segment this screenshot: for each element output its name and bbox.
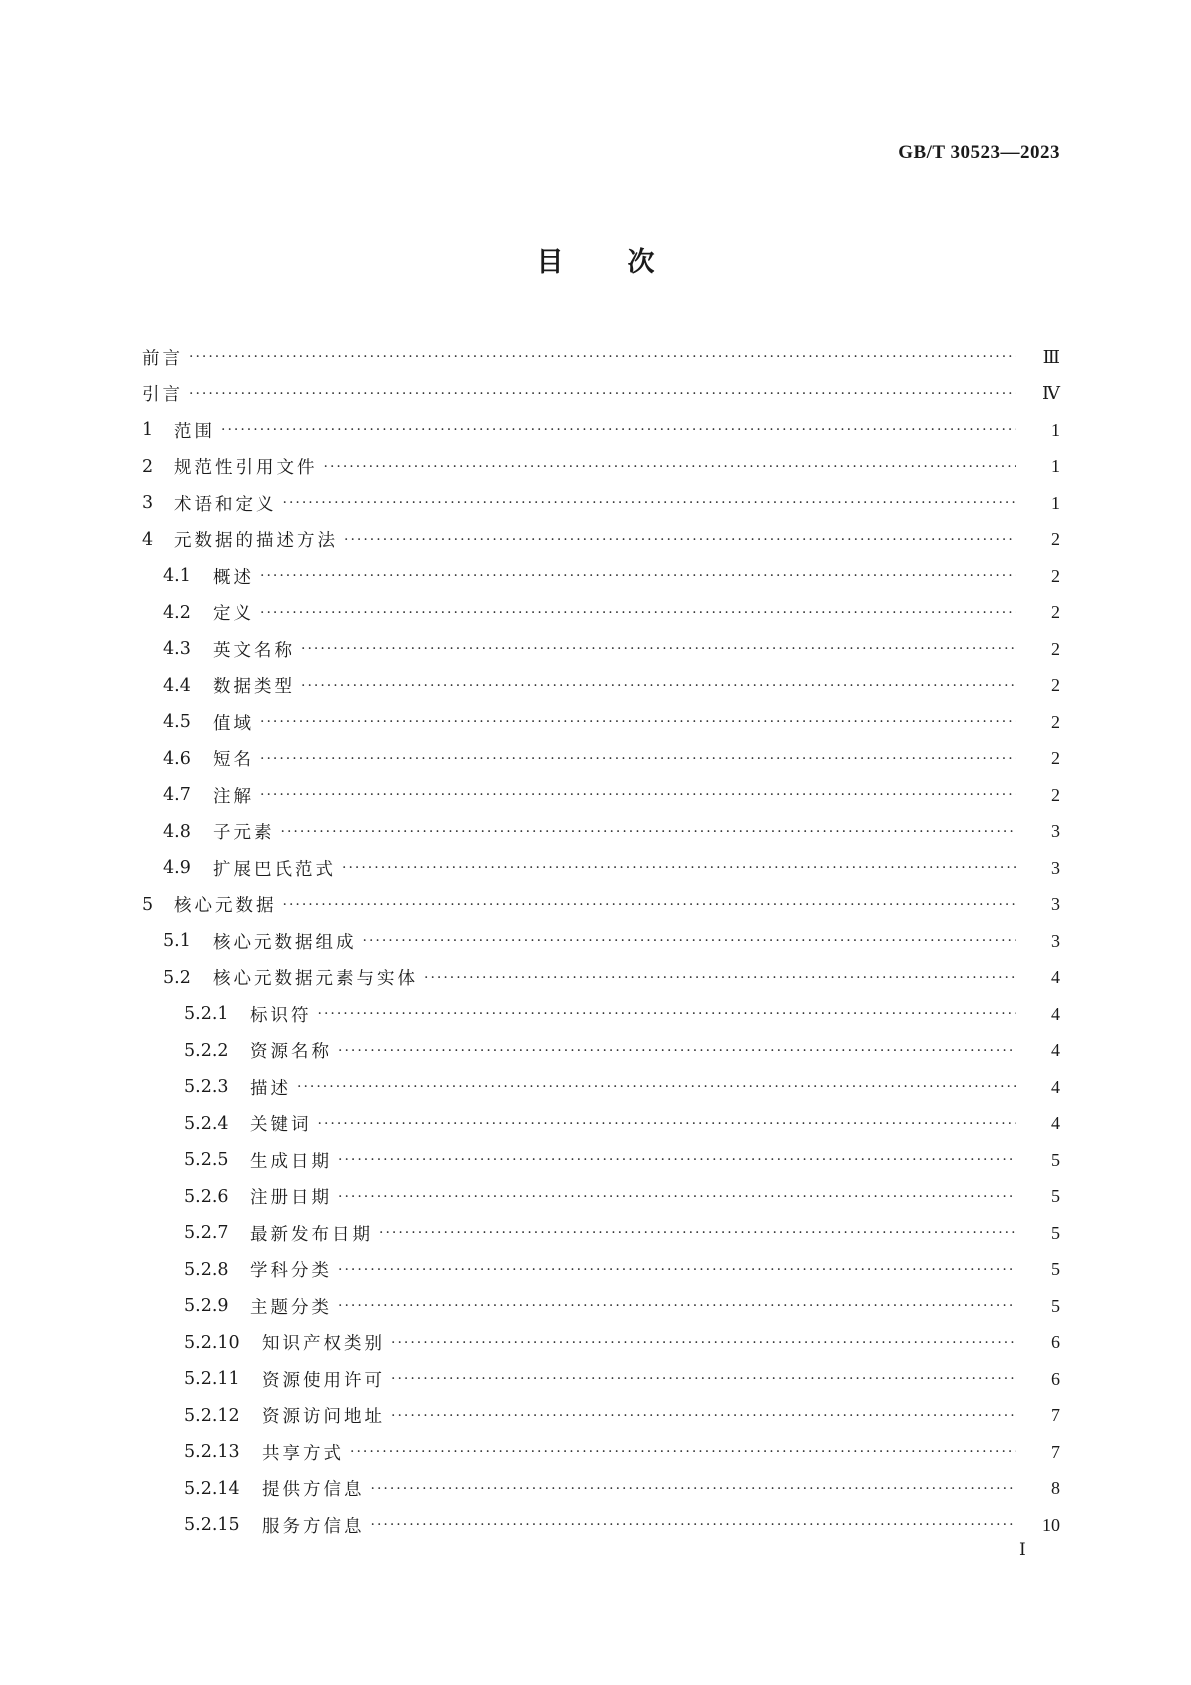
toc-entry-title: 定义: [213, 604, 254, 625]
toc-dot-leader: [221, 421, 1016, 439]
toc-entry-number: 5.2.13: [184, 1442, 240, 1463]
toc-entry-5-2-5[interactable]: [0, 1142, 1191, 1179]
toc-entry-number: 5.2.3: [184, 1077, 229, 1098]
toc-entry-5-2-2[interactable]: [0, 1033, 1191, 1070]
toc-entry-4-3[interactable]: [0, 631, 1191, 668]
toc-entry-title: 关键词: [250, 1115, 312, 1136]
toc-dot-leader: [318, 1115, 1017, 1133]
toc-entry-title: 核心元数据元素与实体: [213, 969, 418, 990]
toc-page-number: 5: [1051, 1222, 1060, 1243]
toc-entry-title: 主题分类: [250, 1297, 332, 1318]
toc-dot-leader: [344, 531, 1016, 549]
toc-page-number: 2: [1051, 748, 1060, 769]
toc-page-number: 2: [1051, 565, 1060, 586]
toc-page-number: 2: [1051, 711, 1060, 732]
toc-page-number: 6: [1051, 1332, 1060, 1353]
toc-page-number: 7: [1051, 1405, 1060, 1426]
toc-entry-4-9[interactable]: [0, 850, 1191, 887]
toc-entry-5-2-7[interactable]: [0, 1215, 1191, 1252]
toc-entry-number: 5: [142, 894, 154, 915]
toc-entry-5-2-6[interactable]: [0, 1179, 1191, 1216]
toc-dot-leader: [301, 640, 1016, 658]
toc-entry-title: 扩展巴氏范式: [213, 859, 336, 880]
toc-entry-5-1[interactable]: [0, 923, 1191, 960]
toc-page-number: 8: [1051, 1478, 1060, 1499]
toc-entry-title: 注解: [213, 786, 254, 807]
toc-entry-title: 核心元数据: [174, 896, 277, 917]
toc-page-number: 1: [1051, 419, 1060, 440]
toc-entry-title: 数据类型: [213, 677, 295, 698]
toc-entry-5-2-9[interactable]: [0, 1288, 1191, 1325]
toc-entry-title: 标识符: [250, 1005, 312, 1026]
toc-entry-4-6[interactable]: [0, 741, 1191, 778]
page-title: 目次: [536, 247, 719, 278]
toc-entry-5-2-1[interactable]: [0, 996, 1191, 1033]
toc-entry-title: 元数据的描述方法: [174, 531, 338, 552]
toc-dot-leader: [260, 713, 1016, 731]
toc-entry-title: 引言: [142, 385, 183, 406]
toc-entry-4-7[interactable]: [0, 777, 1191, 814]
toc-entry-number: 5.2.4: [184, 1113, 229, 1134]
toc-entry-4-5[interactable]: [0, 704, 1191, 741]
toc-page-number: 7: [1051, 1441, 1060, 1462]
toc-page-number: 1: [1051, 456, 1060, 477]
toc-dot-leader: [283, 896, 1017, 914]
toc-entry-title: 短名: [213, 750, 254, 771]
toc-entry-title: 共享方式: [262, 1443, 344, 1464]
toc-dot-leader: [391, 1334, 1016, 1352]
toc-entry-title: 最新发布日期: [250, 1224, 373, 1245]
toc-dot-leader: [338, 1042, 1016, 1060]
toc-entry-3[interactable]: [0, 485, 1191, 522]
toc-page-number: 1: [1051, 492, 1060, 513]
toc-entry-5-2-15[interactable]: [0, 1507, 1191, 1544]
toc-entry-title: 生成日期: [250, 1151, 332, 1172]
toc-dot-leader: [283, 494, 1017, 512]
toc-entry-4-8[interactable]: [0, 814, 1191, 851]
toc-entry-5-2[interactable]: [0, 960, 1191, 997]
toc-dot-leader: [297, 1078, 1016, 1096]
toc-dot-leader: [424, 969, 1016, 987]
toc-entry-title: 英文名称: [213, 640, 295, 661]
toc-page-number: 3: [1051, 821, 1060, 842]
toc-page-number: 4: [1051, 1040, 1060, 1061]
toc-dot-leader: [260, 786, 1016, 804]
toc-dot-leader: [260, 750, 1016, 768]
toc-dot-leader: [391, 1407, 1016, 1425]
toc-dot-leader: [363, 932, 1017, 950]
toc-dot-leader: [189, 385, 1016, 403]
toc-entry-number: 5.1: [163, 931, 191, 952]
toc-entry-number: 5.2.12: [184, 1405, 240, 1426]
toc-entry-number: 4.3: [163, 639, 191, 660]
toc-page-number: 2: [1051, 784, 1060, 805]
toc-page-number: 2: [1051, 602, 1060, 623]
toc-page-number: 5: [1051, 1186, 1060, 1207]
toc-entry-4-2[interactable]: [0, 595, 1191, 632]
toc-entry-number: 4.6: [163, 748, 191, 769]
toc-dot-leader: [391, 1370, 1016, 1388]
toc-dot-leader: [342, 859, 1016, 877]
toc-entry-title: 范围: [174, 421, 215, 442]
toc-dot-leader: [338, 1261, 1016, 1279]
toc-entry-title: 资源名称: [250, 1042, 332, 1063]
toc-entry-title: 值域: [213, 713, 254, 734]
toc-page-number: 4: [1051, 967, 1060, 988]
toc-dot-leader: [350, 1443, 1016, 1461]
toc-entry-title: 注册日期: [250, 1188, 332, 1209]
toc-entry-number: 5.2.14: [184, 1478, 240, 1499]
toc-dot-leader: [371, 1516, 1017, 1534]
toc-entry-2[interactable]: [0, 449, 1191, 486]
toc-dot-leader: [189, 348, 1016, 366]
toc-page-number: 2: [1051, 638, 1060, 659]
toc-dot-leader: [338, 1151, 1016, 1169]
toc-page-number: 2: [1051, 675, 1060, 696]
toc-entry-number: 5.2.15: [184, 1515, 240, 1536]
toc-entry-number: 5.2.5: [184, 1150, 229, 1171]
toc-dot-leader: [324, 458, 1017, 476]
toc-entry-number: 4.2: [163, 602, 191, 623]
standard-code: GB/T 30523—2023: [898, 142, 1060, 163]
toc-dot-leader: [338, 1297, 1016, 1315]
toc-page-number: 10: [1042, 1514, 1060, 1535]
toc-dot-leader: [379, 1224, 1016, 1242]
toc-entry-5[interactable]: [0, 887, 1191, 924]
toc-entry-title: 知识产权类别: [262, 1334, 385, 1355]
toc-page-number: 4: [1051, 1113, 1060, 1134]
toc-page-number: 5: [1051, 1149, 1060, 1170]
toc-entry-number: 5.2.10: [184, 1332, 240, 1353]
toc-entry-4-4[interactable]: [0, 668, 1191, 705]
toc-entry-number: 4.4: [163, 675, 191, 696]
toc-entry-title: 服务方信息: [262, 1516, 365, 1537]
toc-page-number: Ⅳ: [1042, 383, 1060, 404]
toc-entry-number: 5.2.11: [184, 1369, 240, 1390]
toc-entry-5-2-14[interactable]: [0, 1471, 1191, 1508]
toc-entry-title: 术语和定义: [174, 494, 277, 515]
toc-entry-5-2-13[interactable]: [0, 1434, 1191, 1471]
toc-entry-number: 5.2.9: [184, 1296, 229, 1317]
toc-entry-introduction[interactable]: [0, 376, 1191, 413]
toc-entry-title: 资源使用许可: [262, 1370, 385, 1391]
toc-dot-leader: [301, 677, 1016, 695]
toc-entry-title: 提供方信息: [262, 1480, 365, 1501]
toc-page-number: 3: [1051, 857, 1060, 878]
toc-entry-number: 5.2.8: [184, 1259, 229, 1280]
toc-entry-number: 5.2.2: [184, 1040, 229, 1061]
toc-dot-leader: [281, 823, 1017, 841]
toc-entry-number: 5.2: [163, 967, 191, 988]
toc-page-number: 5: [1051, 1259, 1060, 1280]
toc-page-number: 4: [1051, 1076, 1060, 1097]
toc-entry-title: 学科分类: [250, 1261, 332, 1282]
toc-dot-leader: [371, 1480, 1017, 1498]
toc-page-number: 3: [1051, 894, 1060, 915]
toc-dot-leader: [260, 604, 1016, 622]
toc-page-number: 2: [1051, 529, 1060, 550]
toc-entry-5-2-3[interactable]: [0, 1069, 1191, 1106]
toc-entry-title: 概述: [213, 567, 254, 588]
toc-entry-5-2-12[interactable]: [0, 1398, 1191, 1435]
toc-page-number: 6: [1051, 1368, 1060, 1389]
toc-entry-number: 4.5: [163, 712, 191, 733]
toc-page-number: Ⅲ: [1042, 346, 1060, 367]
toc-entry-preface[interactable]: [0, 339, 1191, 376]
toc-entry-number: 4.1: [163, 566, 191, 587]
toc-entry-title: 资源访问地址: [262, 1407, 385, 1428]
toc-entry-number: 4.9: [163, 858, 191, 879]
toc-entry-number: 1: [142, 420, 154, 441]
toc-page-number: 5: [1051, 1295, 1060, 1316]
table-of-contents: [0, 339, 1191, 1544]
toc-dot-leader: [260, 567, 1016, 585]
toc-page-number: 4: [1051, 1003, 1060, 1024]
toc-entry-number: 5.2.6: [184, 1186, 229, 1207]
toc-page-number: 3: [1051, 930, 1060, 951]
toc-entry-title: 核心元数据组成: [213, 932, 357, 953]
page-number: Ⅰ: [1019, 1540, 1026, 1559]
toc-dot-leader: [318, 1005, 1017, 1023]
toc-entry-5-2-10[interactable]: [0, 1325, 1191, 1362]
toc-entry-title: 描述: [250, 1078, 291, 1099]
toc-entry-1[interactable]: [0, 412, 1191, 449]
toc-entry-number: 5.2.1: [184, 1004, 229, 1025]
toc-entry-4-1[interactable]: [0, 558, 1191, 595]
toc-entry-5-2-8[interactable]: [0, 1252, 1191, 1289]
toc-entry-5-2-11[interactable]: [0, 1361, 1191, 1398]
toc-entry-number: 2: [142, 456, 154, 477]
toc-entry-number: 3: [142, 493, 154, 514]
toc-dot-leader: [338, 1188, 1016, 1206]
toc-entry-number: 4.8: [163, 821, 191, 842]
toc-entry-title: 规范性引用文件: [174, 458, 318, 479]
toc-entry-5-2-4[interactable]: [0, 1106, 1191, 1143]
toc-entry-title: 子元素: [213, 823, 275, 844]
toc-entry-number: 4: [142, 529, 154, 550]
toc-entry-number: 5.2.7: [184, 1223, 229, 1244]
toc-entry-title: 前言: [142, 348, 183, 369]
toc-entry-number: 4.7: [163, 785, 191, 806]
toc-entry-4[interactable]: [0, 522, 1191, 559]
